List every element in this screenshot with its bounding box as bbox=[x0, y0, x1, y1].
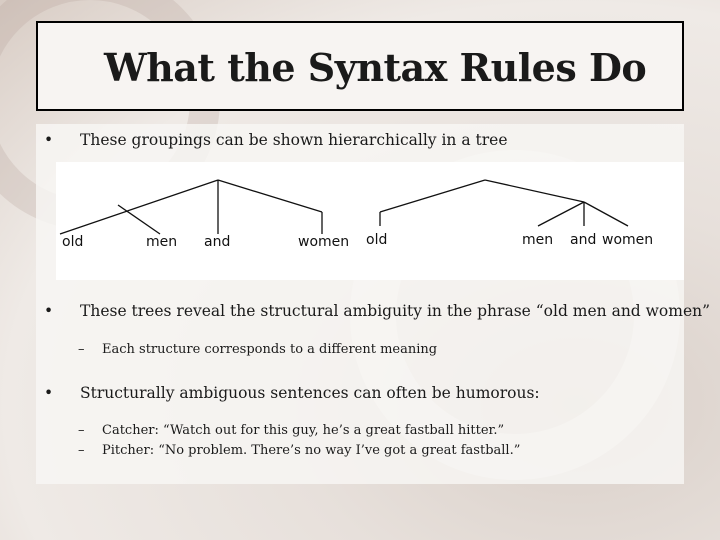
tree-word-men: men bbox=[522, 232, 554, 248]
title-box bbox=[36, 21, 684, 111]
tree-branch bbox=[60, 180, 218, 234]
sub-bullet-text: Pitcher: “No problem. There’s no way I’ve got a great fastball.” bbox=[102, 443, 521, 458]
sub-bullet-marker: – bbox=[78, 342, 85, 357]
left-tree bbox=[60, 180, 349, 250]
tree-svg bbox=[56, 162, 684, 280]
tree-word-and: and bbox=[570, 232, 597, 248]
bullet-text: Structurally ambiguous sentences can often be humorous: bbox=[80, 384, 540, 402]
bullet-marker: • bbox=[44, 131, 54, 149]
tree-word-old: old bbox=[62, 234, 84, 250]
bullet-marker: • bbox=[44, 302, 54, 320]
tree-word-old: old bbox=[366, 232, 388, 248]
bullet-text: These trees reveal the structural ambiguity in the phrase “old men and women” bbox=[80, 302, 711, 320]
bullet-marker: • bbox=[44, 384, 54, 402]
tree-branch bbox=[584, 202, 628, 226]
tree-word-men: men bbox=[146, 234, 178, 250]
tree-word-and: and bbox=[204, 234, 231, 250]
sub-bullet-marker: – bbox=[78, 443, 85, 458]
slide-title: What the Syntax Rules Do bbox=[104, 45, 647, 90]
tree-word-women: women bbox=[298, 234, 350, 250]
tree-branch bbox=[218, 180, 322, 212]
tree-diagrams bbox=[56, 162, 684, 280]
sub-bullet-text: Catcher: “Watch out for this guy, he’s a great fastball hitter.” bbox=[102, 423, 505, 438]
bullet-text: These groupings can be shown hierarchically in a tree bbox=[80, 131, 508, 149]
tree-word-women: women bbox=[602, 232, 654, 248]
tree-branch bbox=[380, 180, 485, 212]
sub-bullet-marker: – bbox=[78, 423, 85, 438]
tree-branch bbox=[485, 180, 584, 202]
tree-branch bbox=[538, 202, 584, 226]
tree-branch bbox=[118, 205, 160, 234]
right-tree bbox=[366, 180, 653, 248]
sub-bullet-text: Each structure corresponds to a different meaning bbox=[102, 342, 438, 357]
